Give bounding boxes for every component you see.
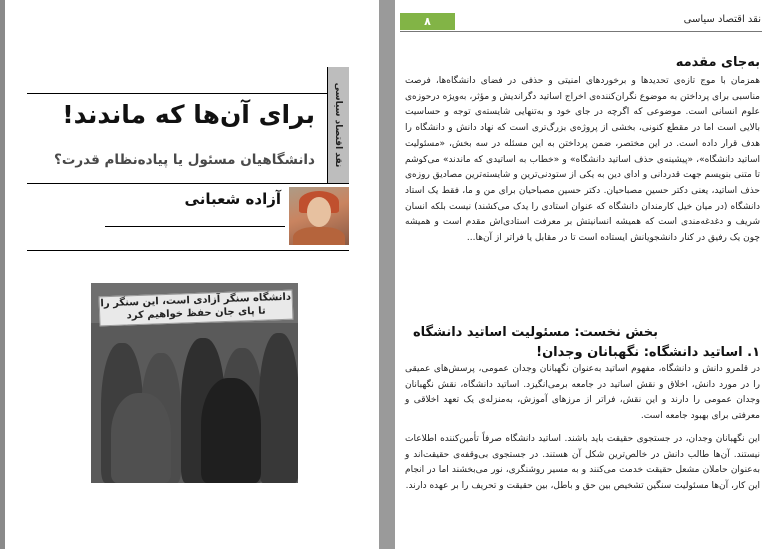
title-bottom-rule xyxy=(27,183,349,184)
protest-photo xyxy=(91,283,298,483)
section-tab xyxy=(327,67,349,183)
intro-paragraph xyxy=(405,74,760,247)
running-header: نقد اقتصاد سیاسی xyxy=(683,14,761,25)
author-bottom-rule xyxy=(27,250,349,251)
section1-heading: بخش نخست: مسئولیت اساتید دانشگاه xyxy=(412,325,658,340)
banner-line-1: دانشگاه سنگر آزادی است، این سنگر را xyxy=(100,291,292,310)
section1-paragraph-2 xyxy=(405,432,760,495)
banner-line-2: تا پای جان حفظ خواهیم کرد xyxy=(126,305,266,322)
header-rule xyxy=(400,31,762,32)
page-number: ۸ xyxy=(400,13,455,30)
author-name: آزاده شعبانی xyxy=(184,190,281,208)
page-gutter xyxy=(379,0,395,549)
section1-paragraph-1 xyxy=(405,362,760,425)
section1-subheading: ۱. اساتید دانشگاه: نگهبانان وجدان! xyxy=(536,345,760,360)
author-rule xyxy=(105,226,285,227)
article-subtitle: دانشگاهیان مسئول یا پیاده‌نظام قدرت؟ xyxy=(53,152,315,168)
vertical-rule xyxy=(327,67,328,183)
section1-text-1: در قلمرو دانش و دانشگاه، مفهوم اساتید به‌عنوان نگهبانان وجدان عمومی، پرسش‌های عمیقی را در مورد دانش، اخلاق و نقش اساتید در جامعه برمی‌انگیزد. اساتید دانشگاه، نقش نگهبانان وجدان عمومی را دارند و این نقش، فراتر از مرزهای آموزش، به‌منزله‌ی یک تعهد اخلاقی و معرفتی برای بهبود جامعه است. xyxy=(405,364,760,422)
author-photo xyxy=(289,187,349,245)
section-tab-label: نقد اقتصاد سیاسی xyxy=(333,82,343,168)
article-title: برای آن‌ها که ماندند! xyxy=(62,100,315,129)
intro-text: همزمان با موج تازه‌ی تحدیدها و برخوردهای امنیتی و حذفی در فضای دانشگاه‌ها، فرصت مناسبی برای پرداختن به موضوع نگران‌کننده‌ی اخراج اساتید دگراندیش و مؤثر، به‌ویژه درحوزه‌ی علوم انسانی است. موضوعی که اگرچه در جای خود و به‌تنهایی شایسته‌ی توجه و حساسیت بالایی است اما در مقطع کنونی، بخشی از پروژه‌ی بزرگ‌تری است که نهاد دانش و دانشگاه را هدف قرار داده است. در این مختصر، ضمن پرداختن به این مسئله در سه بخش، «مسئولیت اساتید دانشگاه»، «پیشینه‌ی حذف اساتید دانشگاه» و «خطاب به اساتیدی که ماندند» می‌کوشم تا متنی بنویسم جهت قدردانی و ادای دین به یکی از ستودنی‌ترین و شایسته‌ترین مصادیق روزه‌ی حذف اساتید، یعنی دکتر حسین مصباحیان. دکتر حسین مصباحیان برای من و ما، فقط یک استاد دانشگاه (در میان خیل کارمندان دانشگاه که عنوان استادی را یدک می‌کشند) نیست بلکه انسان شریف و دغدغه‌مندی است که همیشه انسانیتش بر معرفت استادی‌اش مقدم است و همیشه چون یک رفیق در کنار دانشجویانش ایستاده است تا در مقابل یا فراتر از آن‌ها... xyxy=(405,76,760,244)
intro-heading: به‌جای مقدمه xyxy=(675,55,760,70)
left-page xyxy=(5,0,379,549)
protest-banner xyxy=(99,290,294,327)
title-top-rule xyxy=(27,93,327,94)
right-page xyxy=(395,0,768,549)
section1-text-2: این نگهبانان وجدان، در جستجوی حقیقت باید باشند. اساتید دانشگاه صرفاً تأمین‌کننده اطلاعات نیستند. آن‌ها طالب دانش در خالص‌ترین شکل آن هستند. در جستجوی بی‌وقفه‌ی حقیقت‌اند و به‌عنوان حاملان مشعل حقیقت خدمت می‌کنند و به مسیر روشنگری، نور می‌بخشند اما در انجام این کار، آن‌ها مسئولیت سنگین تشخیص بین حق و باطل، بین حقیقت و تحریف را بر عهده دارند. xyxy=(405,434,760,492)
